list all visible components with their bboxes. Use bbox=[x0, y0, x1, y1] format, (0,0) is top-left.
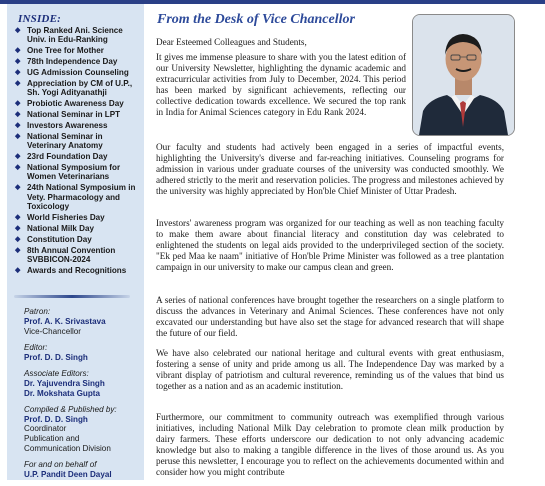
contents-item: ◆ One Tree for Mother bbox=[15, 46, 104, 56]
diamond-bullet-icon: ◆ bbox=[15, 246, 21, 254]
paragraph: A series of national conferences have brought together the researchers on a single platform to discuss the advances in Veterinary and Animal Sciences. These conferences have not only excavated our understanding but have also set the stage for advanced research that will shape the future of our field. bbox=[156, 295, 504, 338]
behalf-role: For and on behalf of bbox=[24, 460, 97, 470]
diamond-bullet-icon: ◆ bbox=[15, 224, 21, 232]
diamond-bullet-icon: ◆ bbox=[15, 58, 21, 66]
contents-item: ◆ National Symposium for Women Veterinarians bbox=[15, 163, 121, 182]
sidebar-divider bbox=[14, 295, 130, 298]
behalf-name: U.P. Pandit Deen Dayal bbox=[24, 470, 112, 480]
contents-item: ◆ Awards and Recognitions bbox=[15, 265, 127, 275]
compiled-by-name: Prof. D. D. Singh bbox=[24, 414, 88, 424]
patron-block bbox=[24, 307, 142, 336]
compiled-by-designation: Communication Division bbox=[24, 444, 111, 454]
contents-item: ◆ Top Ranked Ani. Science Univ. in Edu-Ranking bbox=[15, 26, 123, 45]
diamond-bullet-icon: ◆ bbox=[15, 184, 21, 192]
patron-name: Prof. A. K. Srivastava bbox=[24, 316, 106, 326]
contents-item: ◆ 78th Independence Day bbox=[15, 57, 118, 67]
salutation: Dear Esteemed Colleagues and Students, bbox=[156, 37, 307, 47]
editorial-credits bbox=[24, 307, 142, 486]
diamond-bullet-icon: ◆ bbox=[15, 235, 21, 243]
contents-item: ◆ 23rd Foundation Day bbox=[15, 152, 108, 162]
diamond-bullet-icon: ◆ bbox=[15, 133, 21, 141]
paragraph: We have also celebrated our national heritage and cultural events with great enthusiasm, fostering a sense of unity and pride among us all. The Independence Day was marked by a vibrant display of patriotism and cultural reverence, reminding us of the values that bind us together as a nation and as an academic institution. bbox=[156, 348, 504, 391]
contents-item: ◆ UG Admission Counseling bbox=[15, 68, 129, 78]
inside-heading: INSIDE: bbox=[18, 13, 61, 25]
diamond-bullet-icon: ◆ bbox=[15, 164, 21, 172]
contents-item: ◆ Constitution Day bbox=[15, 234, 92, 244]
paragraph: Investors' awareness program was organized for our teaching as well as non teaching faculty to make them aware about financial literacy and constitution day was celebrated to enlightened the students on legal aids provided to the underprivileged section of the society. "Ek ped Maa ke naam" initiative of Hon'ble Prime Minister was followed as a tree plantation campaign in our university to make our campus clean and green. bbox=[156, 218, 504, 272]
associate-editors-block bbox=[24, 369, 142, 398]
diamond-bullet-icon: ◆ bbox=[15, 111, 21, 119]
diamond-bullet-icon: ◆ bbox=[15, 47, 21, 55]
compiled-by-designation: Publication and bbox=[24, 434, 80, 444]
contents-item: ◆ 8th Annual Convention SVBBICON-2024 bbox=[15, 245, 116, 264]
portrait-icon bbox=[413, 15, 514, 135]
page-title: From the Desk of Vice Chancellor bbox=[157, 12, 355, 27]
vice-chancellor-photo bbox=[412, 14, 515, 136]
contents-item: ◆ National Milk Day bbox=[15, 223, 95, 233]
editor-role: Editor: bbox=[24, 342, 48, 352]
editor-block bbox=[24, 343, 142, 363]
associate-editor-name: Dr. Mokshata Gupta bbox=[24, 388, 101, 398]
contents-item: ◆ Investors Awareness bbox=[15, 121, 108, 131]
contents-item: ◆ World Fisheries Day bbox=[15, 212, 105, 222]
diamond-bullet-icon: ◆ bbox=[15, 100, 21, 108]
compiled-by-designation: Coordinator bbox=[24, 424, 67, 434]
contents-item: ◆ Appreciation by CM of U.P., Sh. Yogi Adityanathji bbox=[15, 79, 133, 98]
contents-item: ◆ National Seminar in LPT bbox=[15, 110, 121, 120]
compiled-by-role: Compiled & Published by: bbox=[24, 404, 117, 414]
contents-list bbox=[14, 26, 142, 277]
compiled-by-block bbox=[24, 405, 142, 454]
paragraph: Furthermore, our commitment to community outreach was exemplified through various initiatives, including National Milk Day celebration to promote clean milk production by dairy farmers. These efforts underscore our dedication to not only advancing academic knowledge but also to making a tangible difference in the lives of those around us. As you peruse this newsletter, I encourage you to reflect on the achievements documented within and consider how you might contribute bbox=[156, 412, 504, 477]
contents-item: ◆ 24th National Symposium in Vety. Pharmacology and Toxicology bbox=[15, 183, 136, 211]
editor-name: Prof. D. D. Singh bbox=[24, 352, 88, 362]
diamond-bullet-icon: ◆ bbox=[15, 213, 21, 221]
contents-item: ◆ Probiotic Awareness Day bbox=[15, 99, 124, 109]
diamond-bullet-icon: ◆ bbox=[15, 80, 21, 88]
behalf-block bbox=[24, 460, 142, 480]
associate-editor-name: Dr. Yajuvendra Singh bbox=[24, 378, 105, 388]
diamond-bullet-icon: ◆ bbox=[15, 122, 21, 130]
contents-item: ◆ National Seminar in Veterinary Anatomy bbox=[15, 132, 103, 151]
diamond-bullet-icon: ◆ bbox=[15, 27, 21, 34]
diamond-bullet-icon: ◆ bbox=[15, 266, 21, 274]
paragraph: Our faculty and students had actively been engaged in a series of impactful events, highlighting the University's diverse and far-reaching initiatives. Counseling programs for admission in various under graduate courses of the university was conducted smoothly. We adhered strictly to the merit and reservation policies. The progress and milestones achieved by the university was highly appreciated by Hon'ble Chief Minister of Uttar Pradesh. bbox=[156, 142, 504, 196]
paragraph: It gives me immense pleasure to share with you the latest edition of our University Newsletter, highlighting the dynamic academic and extracurricular activities from July to December, 2024. This period has been marked by significant achievements, reflecting our collective dedication towards excellence. We secured the top rank in India for Animal Sciences category in Edu Rank 2024. bbox=[156, 52, 406, 117]
patron-designation: Vice-Chancellor bbox=[24, 326, 81, 336]
patron-role: Patron: bbox=[24, 307, 51, 316]
diamond-bullet-icon: ◆ bbox=[15, 69, 21, 77]
associate-editors-role: Associate Editors: bbox=[24, 368, 89, 378]
diamond-bullet-icon: ◆ bbox=[15, 153, 21, 161]
